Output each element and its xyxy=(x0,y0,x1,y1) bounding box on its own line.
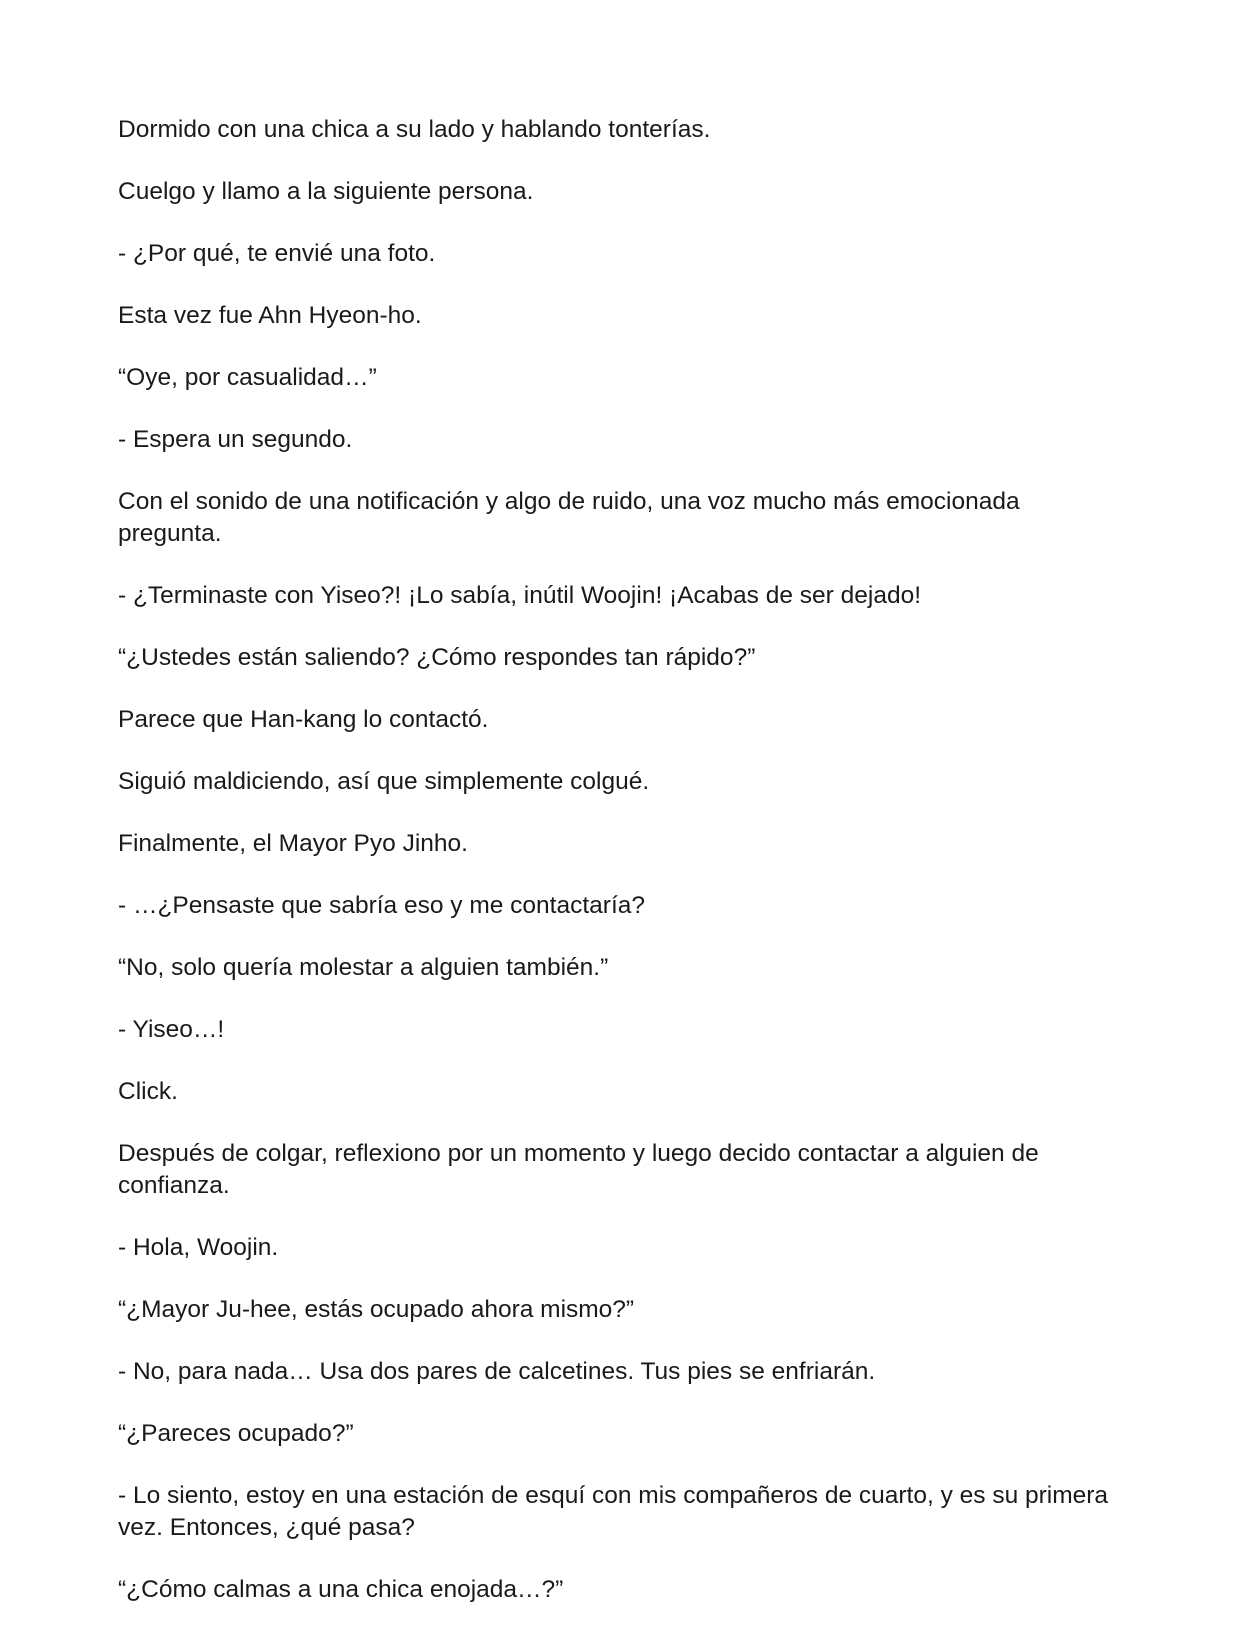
paragraph: “No, solo quería molestar a alguien también.” xyxy=(118,954,609,981)
paragraph: “¿Mayor Ju-hee, estás ocupado ahora mismo?” xyxy=(118,1296,635,1323)
paragraph: - Yiseo…! xyxy=(118,1016,225,1043)
paragraph: Después de colgar, reflexiono por un momento y luego decido contactar a alguien de confianza. xyxy=(118,1140,1039,1199)
paragraph: “Oye, por casualidad…” xyxy=(118,364,377,391)
paragraph: Con el sonido de una notificación y algo de ruido, una voz mucho más emocionada pregunta. xyxy=(118,488,1020,547)
paragraph: Esta vez fue Ahn Hyeon-ho. xyxy=(118,302,422,329)
paragraph: - ¿Terminaste con Yiseo?! ¡Lo sabía, inútil Woojin! ¡Acabas de ser dejado! xyxy=(118,582,922,609)
paragraph: “¿Pareces ocupado?” xyxy=(118,1420,354,1447)
paragraph: “¿Ustedes están saliendo? ¿Cómo respondes tan rápido?” xyxy=(118,644,756,671)
paragraph: - Espera un segundo. xyxy=(118,426,353,453)
paragraph: “¿Cómo calmas a una chica enojada…?” xyxy=(118,1576,564,1603)
paragraph: - …¿Pensaste que sabría eso y me contactaría? xyxy=(118,892,646,919)
paragraph: Click. xyxy=(118,1078,178,1105)
document-body xyxy=(118,114,1128,1636)
paragraph: - ¿Por qué, te envié una foto. xyxy=(118,240,436,267)
paragraph: Dormido con una chica a su lado y hablando tonterías. xyxy=(118,116,711,143)
paragraph: - No, para nada… Usa dos pares de calcetines. Tus pies se enfriarán. xyxy=(118,1358,876,1385)
paragraph: - Hola, Woojin. xyxy=(118,1234,279,1261)
paragraph: Parece que Han-kang lo contactó. xyxy=(118,706,489,733)
paragraph: Cuelgo y llamo a la siguiente persona. xyxy=(118,178,534,205)
paragraph: - Lo siento, estoy en una estación de esquí con mis compañeros de cuarto, y es su primera vez. Entonces, ¿qué pasa? xyxy=(118,1482,1109,1541)
paragraph: Finalmente, el Mayor Pyo Jinho. xyxy=(118,830,468,857)
paragraph: Siguió maldiciendo, así que simplemente colgué. xyxy=(118,768,650,795)
